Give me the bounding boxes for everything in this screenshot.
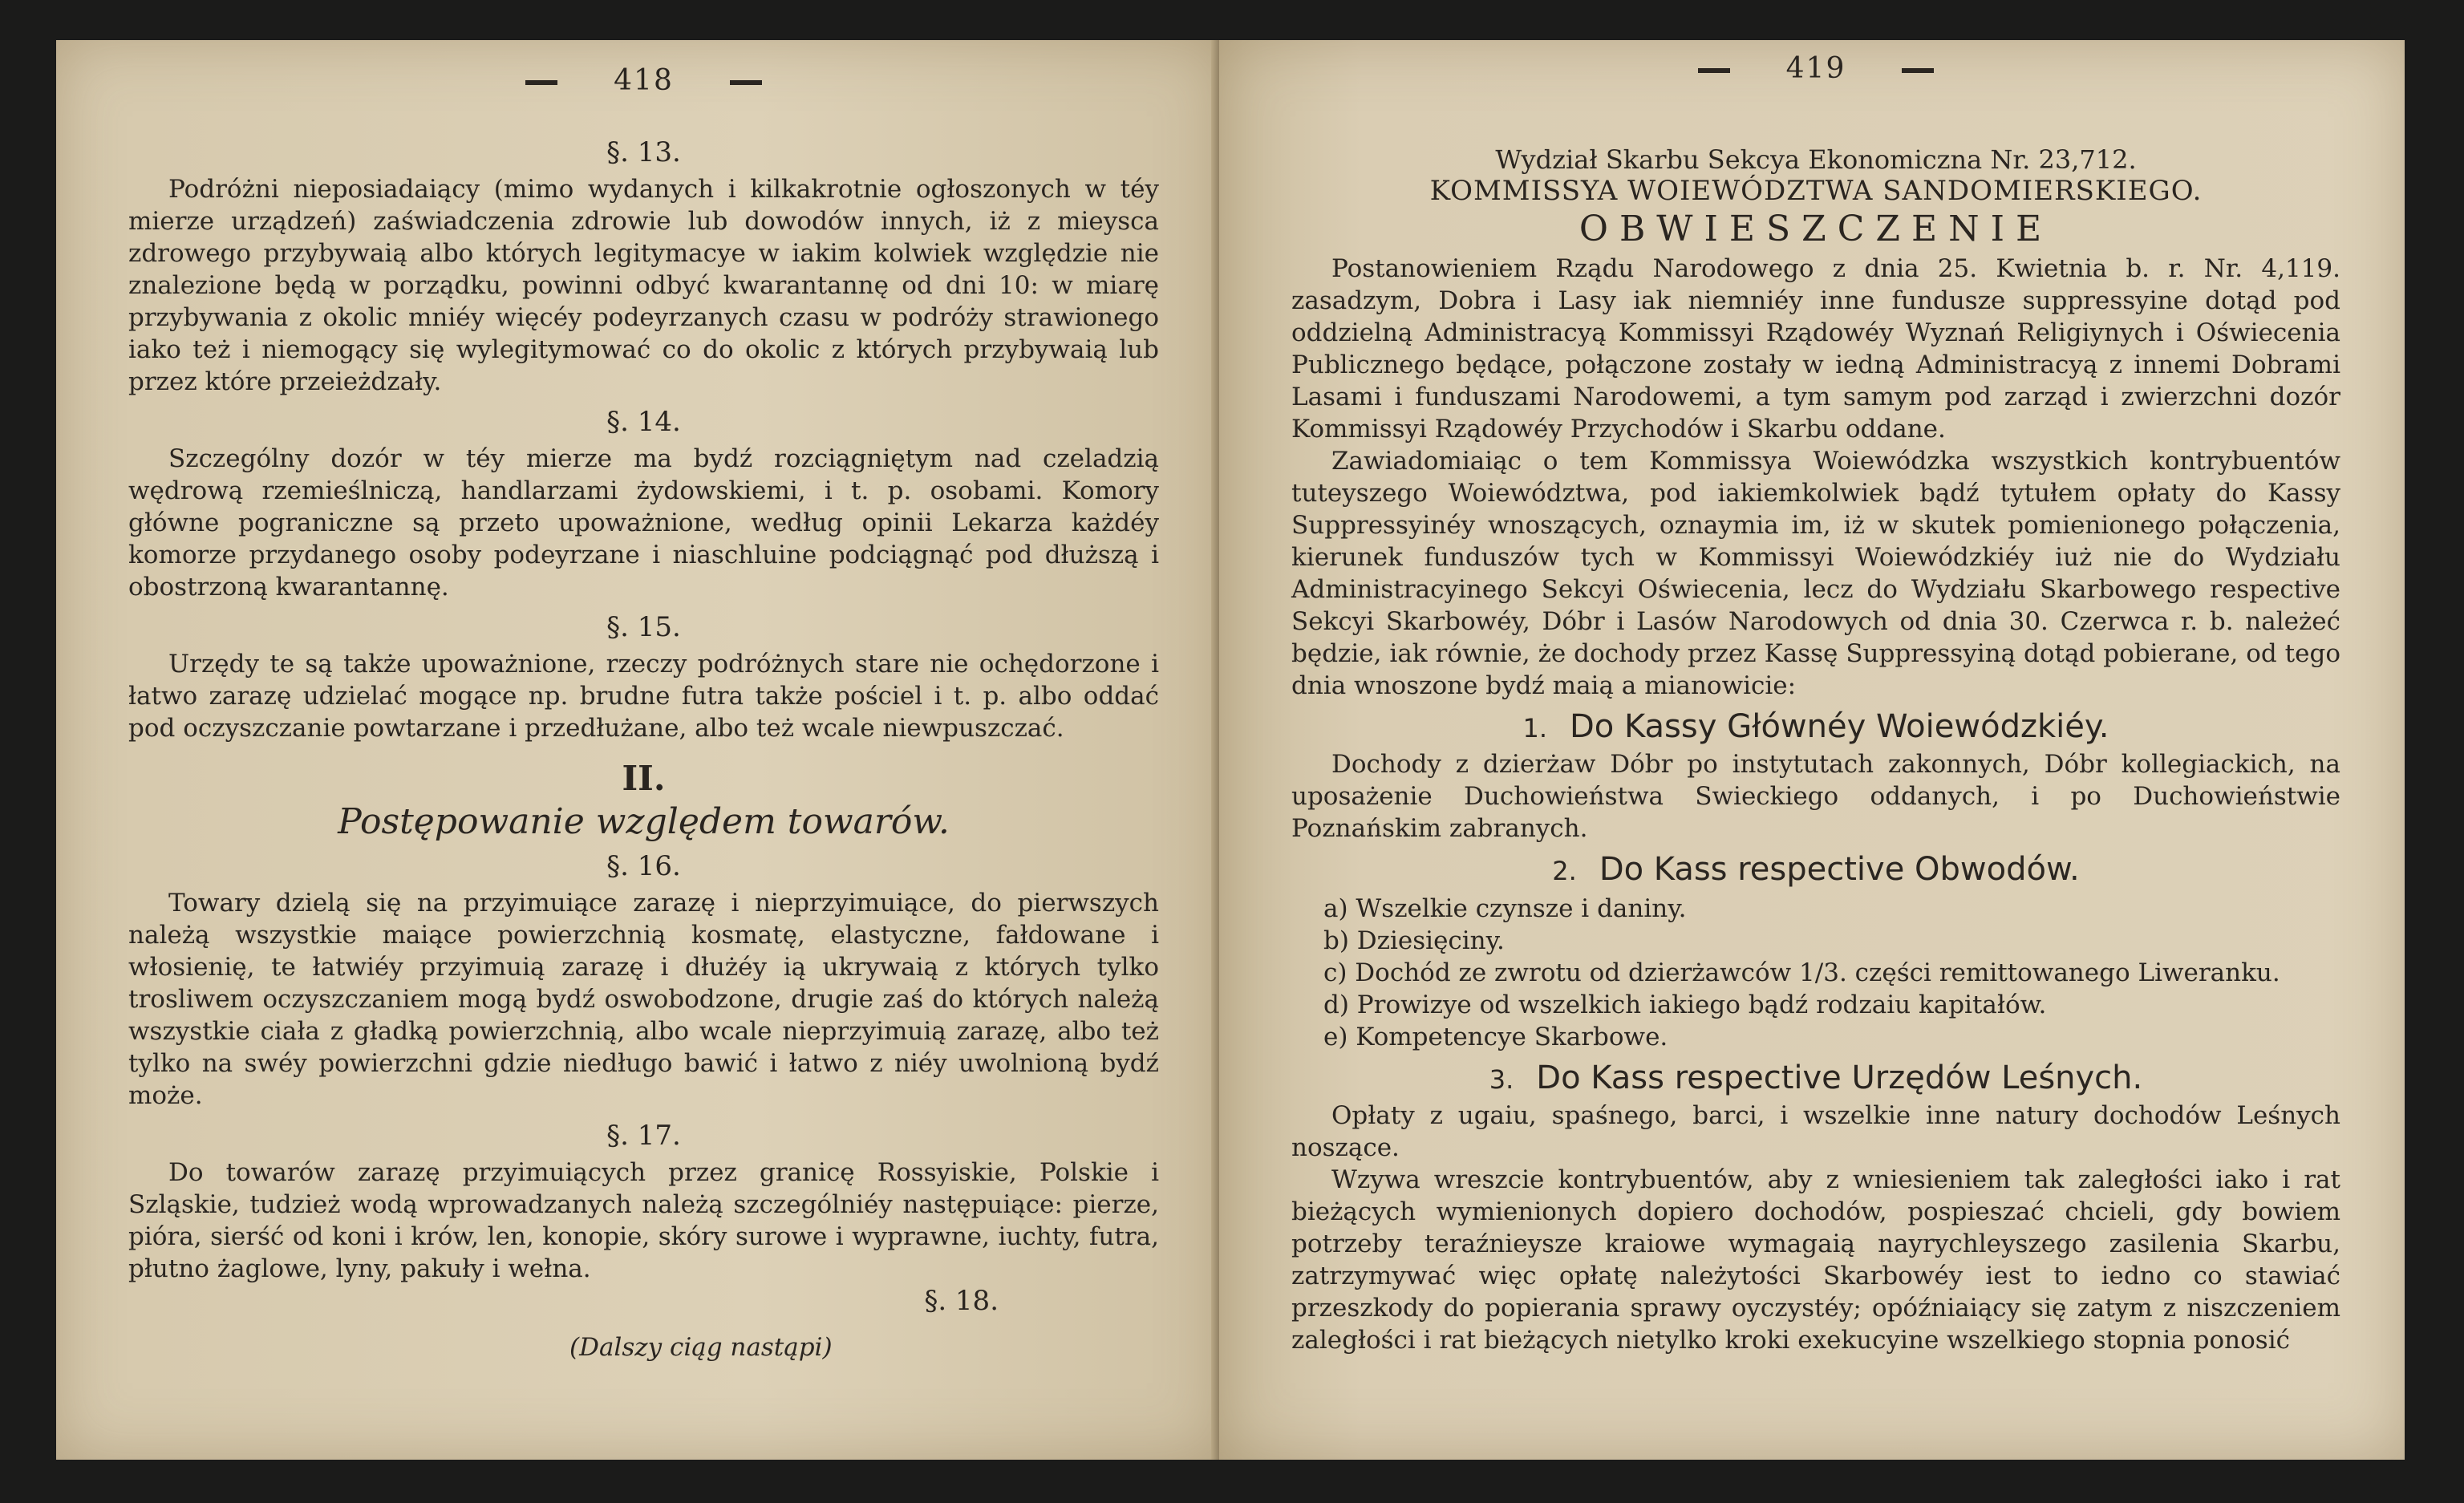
list-item: e) Kompetencye Skarbowe. — [1323, 1023, 1668, 1051]
section-text-17: Do towarów zarazę przyimuiących przez granicę Rossyiskie, Polskie i Szląskie, tudzież wodą wprowadzanych należą szczególniéy następuiące: pierze, pióra, sierść od koni i krów, len, konopie, skóry surowe i wyprawne, iuchty, futra, płutno żaglowe, lyny, pakuły i wełna. — [128, 1158, 1159, 1283]
section-text-13: Podróżni nieposiadaiący (mimo wydanych i kilkakrotnie ogłoszonych w téy mierze urządzeń) zaświadczenia zdrowie lub dowodów innych, iż z mieysca zdrowego przybywaią albo których legitymacye w iakim kolwiek względzie nie znalezione będą w porządku, powinni odbyć kwarantannę od dni 10: w miarę przybywania z okolic mniéy więcéy podeyrzanych czasu w podróży strawionego iako też i niemogący się wylegitymować co do okolic z których przybywaią lub przez które przeieżdzały. — [128, 175, 1159, 396]
dash-ornament — [525, 80, 557, 85]
section-heading-13: §. 13. — [606, 136, 681, 168]
subheading-number: 3. — [1489, 1064, 1514, 1095]
section-heading-14: §. 14. — [606, 406, 681, 438]
section-text-15: Urzędy te są także upoważnione, rzeczy podróżnych stare nie ochędorzone i łatwo zarazę udzielać mogące np. brudne futra także pościel i t. p. albo oddać pod oczyszczanie powtarzane i przedłużane, albo też wcale niewpuszczać. — [128, 650, 1159, 743]
subheading-1 — [1291, 708, 2340, 745]
continued-note: (Dalszy ciąg nastąpi) — [569, 1333, 833, 1362]
subheading-number: 1. — [1522, 713, 1547, 743]
notice-paragraph-1: Postanowieniem Rządu Narodowego z dnia 25. Kwietnia b. r. Nr. 4,119. zasadzym, Dobra i Lasy iak niemniéy inne fundusze suppressyine dotąd pod oddzielną Administracyą Kommissyi Rządowéy Wyznań Religiynych i Oświecenia Publicznego będące, połączone zostały w iedną Administracyą z innemi Dobrami Lasami i funduszami Narodowemi, a tym samym pod zarząd i zwierzchni dozór Kommissyi Rządowéy Przychodów i Skarbu oddane. — [1291, 254, 2340, 444]
subheading-title: Do Kass respective Obwodów. — [1599, 851, 2080, 888]
right-page — [1219, 40, 2405, 1460]
subheading-title: Do Kassy Głównéy Woiewódzkiéy. — [1569, 708, 2109, 745]
left-page — [56, 40, 1223, 1460]
notice-paragraph-3: Wzywa wreszcie kontrybuentów, aby z wniesieniem tak zaległości iako i rat bieżących wymienionych dopiero dochodów, pospieszać chcieli, gdy bowiem potrzeby teraźnieysze kraiowe wymagaią nayrychleyszego zasilenia Skarbu, zatrzymywać więc opłatę należytości Skarbowéy iest to iedno co stawiać przeszkody do popierania sprawy oyczystéy; opóźniaiący się zatym z niszczeniem zaległości i rat bieżących nietylko kroki exekucyine wszelkiego stopnia ponosić — [1291, 1165, 2340, 1355]
office-header: Wydział Skarbu Sekcya Ekonomiczna Nr. 23,712. — [1495, 144, 2137, 175]
list-item: c) Dochód ze zwrotu od dzierżawców 1/3. części remittowanego Liweranku. — [1323, 958, 2280, 987]
section-heading-18: §. 18. — [924, 1285, 999, 1317]
commission-header: KOMMISSYA WOIEWÓDZTWA SANDOMIERSKIEGO. — [1429, 175, 2203, 207]
subheading-title: Do Kass respective Urzędów Leśnych. — [1536, 1059, 2143, 1096]
part-title: Postępowanie względem towarów. — [338, 801, 950, 842]
notice-title: OBWIESZCZENIE — [1578, 209, 2053, 249]
dash-ornament — [730, 80, 762, 85]
subheading-3-text: Opłaty z ugaiu, spaśnego, barci, i wszelkie inne natury dochodów Leśnych noszące. — [1291, 1101, 2340, 1162]
subheading-1-text: Dochody z dzierżaw Dóbr po instytutach zakonnych, Dóbr kollegiackich, na uposażenie Duchowieństwa Swieckiego oddanych, i po Duchowieństwie Poznańskim zabranych. — [1291, 750, 2340, 843]
section-heading-16: §. 16. — [606, 850, 681, 882]
subheading-number: 2. — [1552, 856, 1577, 886]
subheading-3 — [1291, 1059, 2340, 1096]
left-page-body — [128, 128, 1159, 1362]
page-number-text: 418 — [614, 64, 674, 97]
right-page-body — [1291, 64, 2340, 1356]
list-item: b) Dziesięciny. — [1323, 926, 1505, 955]
section-text-16: Towary dzielą się na przyimuiące zarazę i nieprzyimuiące, do pierwszych należą wszystkie maiące powierzchnią kosmatę, elastyczne, fałdowane i włosienię, te łatwiéy przyimuią zarazę i dłużéy ią ukrywaią z których tylko trosliwem oczyszczaniem mogą bydź oswobodzone, drugie zaś do których należą wszystkie ciała z gładką powierzchnią, albo wcale nieprzyimuią zarazę, albo też tylko na swéy powierzchni gdzie niedługo bawić i łatwo z niéy uwolnioną bydź może. — [128, 889, 1159, 1110]
list-item: d) Prowizye od wszelkich iakiego bądź rodzaiu kapitałów. — [1323, 991, 2047, 1019]
page-number-left — [128, 64, 1159, 97]
section-heading-17: §. 17. — [606, 1120, 681, 1152]
notice-paragraph-2: Zawiadomiaiąc o tem Kommissya Woiewódzka wszystkich kontrybuentów tuteyszego Woiewództwa, pod iakiemkolwiek bądź tytułem opłaty do Kassy Suppressyinéy wnoszących, oznaymia im, iż w skutek pomienionego połączenia, kierunek funduszów tych w Kommissyi Woiewódzkiéy iuż nie do Wydziału Administracyinego Sekcyi Oświecenia, lecz do Wydziału Skarbowego respective Sekcyi Skarbowéy, Dóbr i Lasów Narodowych od dnia 30. Czerwca r. b. należeć będzie, iak równie, że dochody przez Kassę Suppressyiną dotąd pobierane, od tego dnia wnoszone bydź maią a mianowicie: — [1291, 447, 2340, 700]
page-number-text: 419 — [1785, 52, 1846, 85]
income-list — [1291, 893, 2340, 1053]
section-heading-15: §. 15. — [606, 611, 681, 643]
section-text-14: Szczególny dozór w téy mierze ma bydź rozciągniętym nad czeladzią wędrową rzemieślniczą, handlarzami żydowskiemi, i t. p. osobami. Komory główne pograniczne są przeto upoważnione, według opinii Lekarza każdéy komorze przydanego osoby podeyrzane i niaschluine podciągnąć pod dłuższą i obostrzoną kwarantannę. — [128, 444, 1159, 602]
part-numeral: II. — [622, 759, 666, 798]
subheading-2 — [1291, 851, 2340, 888]
list-item: a) Wszelkie czynsze i daniny. — [1323, 894, 1687, 923]
